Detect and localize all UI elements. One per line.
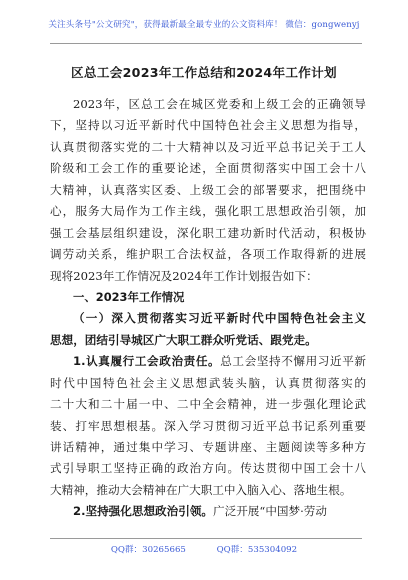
section-heading: 一、2023年工作情况 [73, 289, 185, 304]
intro-line: 认真贯彻落实党的二十大精神以及习近平总书记关于工人 [50, 139, 366, 154]
subsection-heading: 思想，团结引导城区广大职工群众听党话、跟党走。 [50, 332, 317, 347]
intro-line: 心，服务大局作为工作主线，强化职工思想政治引领，加 [50, 204, 366, 219]
footer [0, 543, 408, 555]
intro-line: 下，坚持以习近平新时代中国特色社会主义思想为指导， [50, 118, 366, 133]
paragraph-2-text: 广泛开展“中国梦·劳动 [213, 504, 327, 519]
document-title: 区总工会2023年工作总结和2024年工作计划 [71, 65, 337, 80]
paragraph-1-line: 装、打牢思想根基。深入学习贯彻习近平总书记系列重要 [50, 418, 366, 433]
intro-line: 阶级和工会工作的重要论述，全面贯彻落实中国工会十八 [50, 161, 366, 176]
footer-divider [50, 538, 362, 539]
paragraph-1-line: 式引导职工坚持正确的政治方向。传达贯彻中国工会十八 [50, 461, 366, 476]
paragraph-1-text: 总工会坚持不懈用习近平新 [220, 354, 366, 369]
paragraph-2-line [50, 501, 366, 522]
intro-line: 大精神，认真落实区委、上级工会的部署要求，把围绕中 [50, 182, 366, 197]
header-divider [50, 43, 362, 44]
intro-line: 强工会基层组织建设，深化职工建功新时代活动，积极协 [50, 225, 366, 240]
paragraph-1-line: 二十大和二十届一中、二中全会精神，进一步强化理论武 [50, 397, 366, 412]
footer-qq-group-2: QQ群：535304092 [216, 545, 298, 555]
paragraph-1-line: 讲话精神，通过集中学习、专题讲座、主题阅读等多种方 [50, 440, 366, 454]
paragraph-1-line [50, 351, 366, 372]
paragraph-1-lead: 1.认真履行工会政治责任。 [73, 354, 221, 369]
paragraph-1-line: 时代中国特色社会主义思想武装头脑，认真贯彻落实的 [50, 375, 366, 390]
intro-line: 现将2023年工作情况及2024年工作计划报告如下： [50, 268, 318, 283]
intro-line: 调劳动关系，维护职工合法权益，各项工作取得新的进展 [50, 247, 366, 262]
paragraph-1-line: 大精神，推动大会精神在广大职工中入脑入心、落地生根。 [50, 482, 352, 497]
subsection-heading: （一）深入贯彻落实习近平新时代中国特色社会主义 [73, 311, 366, 326]
intro-line: 2023年，区总工会在城区党委和上级工会的正确领导 [73, 97, 366, 111]
document-body [50, 94, 366, 523]
footer-qq-group-1: QQ群：30265665 [110, 545, 186, 555]
header-note: 关注头条号"公文研究"，获得最新最全最专业的公文资料库！ 微信：gongwenyj [48, 20, 360, 30]
paragraph-2-lead: 2.坚持强化思想政治引领。 [73, 504, 214, 519]
